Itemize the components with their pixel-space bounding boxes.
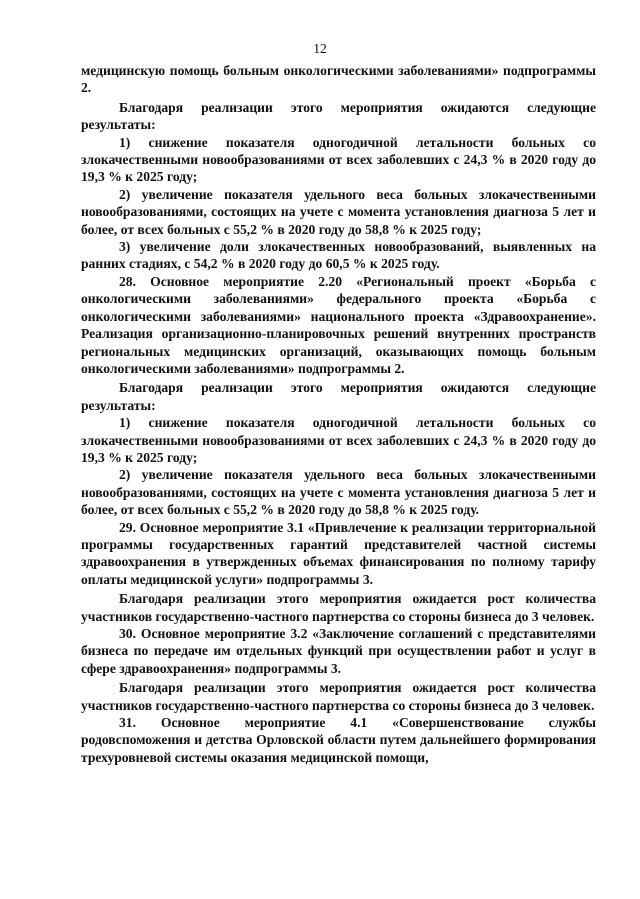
paragraph: 2) увеличение показателя удельного веса больных злокачественными новообразованиями, состоящих на учете с момента установления диагноза 5 лет и более, от всех больных с 55,2 % в 2020 году до 58,8 % к 2025 году.	[81, 467, 596, 518]
paragraph: 31. Основное мероприятие 4.1 «Совершенствование службы родовспоможения и детства Орловской области путем дальнейшего формирования трехуровневой системы оказания медицинской помощи,	[81, 715, 596, 765]
paragraph: 30. Основное мероприятие 3.2 «Заключение соглашений с представителями бизнеса по передаче им отдельных функций при осуществлении работ и услуг в сфере здравоохранения» подпрограммы 3.	[81, 626, 596, 676]
document-body	[81, 62, 596, 766]
paragraph: Благодаря реализации этого мероприятия ожидается рост количества участников государственно-частного партнерства со стороны бизнеса до 3 человек.	[81, 591, 596, 624]
paragraph: 1) снижение показателя одногодичной летальности больных со злокачественными новообразованиями от всех заболевших с 24,3 % в 2020 году до 19,3 % к 2025 году;	[81, 415, 596, 465]
paragraph: 3) увеличение доли злокачественных новообразований, выявленных на ранних стадиях, с 54,2 % в 2020 году до 60,5 % к 2025 году.	[81, 239, 596, 272]
paragraph: 1) снижение показателя одногодичной летальности больных со злокачественными новообразованиями от всех заболевших с 24,3 % в 2020 году до 19,3 % к 2025 году;	[81, 134, 596, 185]
paragraph: Благодаря реализации этого мероприятия ожидаются следующие результаты:	[81, 99, 596, 133]
page-number: 12	[313, 41, 327, 56]
paragraph: медицинскую помощь больным онкологическими заболеваниями» подпрограммы 2.	[81, 63, 596, 96]
paragraph: Благодаря реализации этого мероприятия ожидается рост количества участников государственно-частного партнерства со стороны бизнеса до 3 человек.	[81, 680, 596, 713]
paragraph: 28. Основное мероприятие 2.20 «Региональный проект «Борьба с онкологическими заболеваниями» федерального проекта «Борьба с онкологическими заболеваниями» национального проекта «Здравоохранение». Реализация организационно-планировочных решений внутренних пространств региональных медицинских организаций, оказывающих помощь больным онкологическими заболеваниями» подпрограммы 2.	[81, 273, 596, 376]
paragraph: 2) увеличение показателя удельного веса больных злокачественными новообразованиями, состоящих на учете с момента установления диагноза 5 лет и более, от всех больных с 55,2 % в 2020 году до 58,8 % к 2025 году;	[81, 186, 596, 237]
paragraph: Благодаря реализации этого мероприятия ожидаются следующие результаты:	[81, 380, 596, 413]
paragraph: 29. Основное мероприятие 3.1 «Привлечение к реализации территориальной программы государственных гарантий представителей частной системы здравоохранения в утвержденных объемах финансирования по полному тарифу оплаты медицинской услуги» подпрограммы 3.	[81, 519, 596, 587]
